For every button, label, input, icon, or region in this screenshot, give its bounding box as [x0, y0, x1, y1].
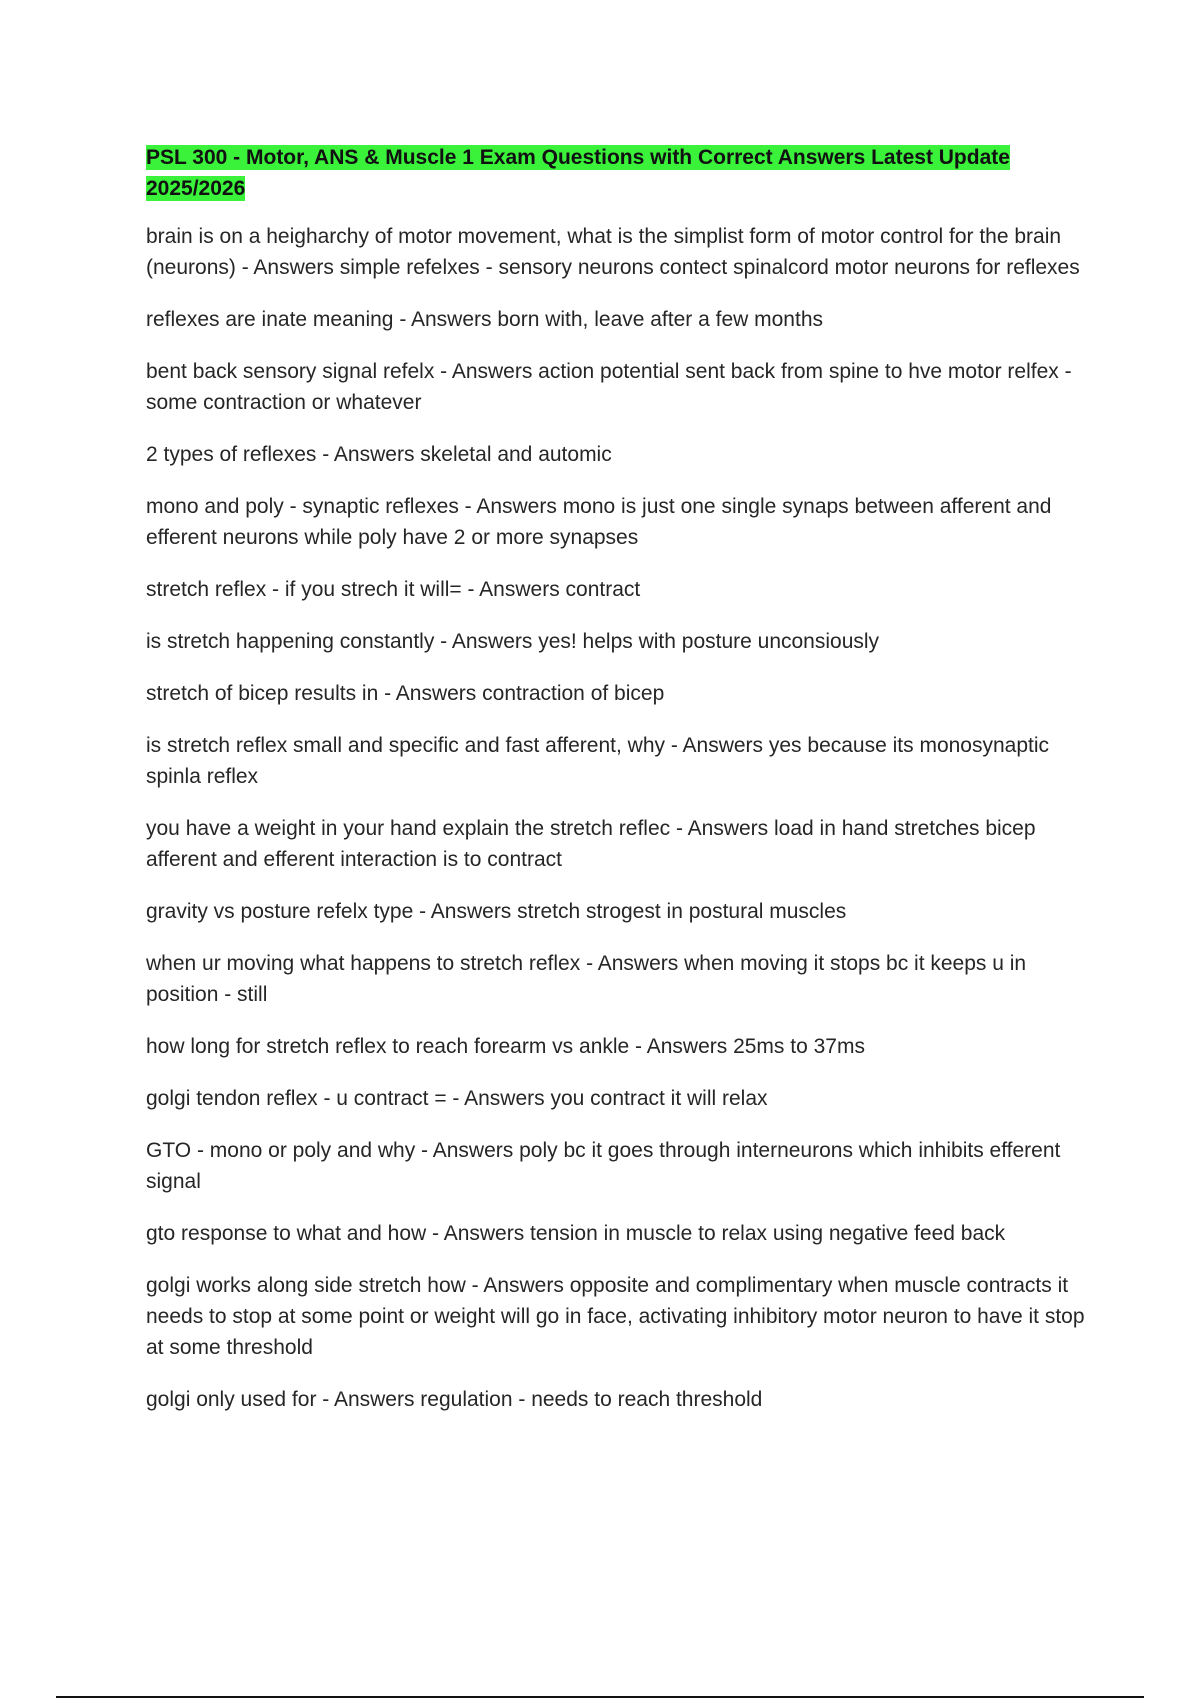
qa-entry: is stretch happening constantly - Answers yes! helps with posture unconsiously: [146, 630, 880, 653]
qa-entry: bent back sensory signal refelx - Answers action potential sent back from spine to hve motor relfex - some contraction or whatever: [146, 360, 1072, 414]
document-title: [146, 142, 1086, 204]
qa-entry: mono and poly - synaptic reflexes - Answers mono is just one single synaps between afferent and efferent neurons while poly have 2 or more synapses: [146, 495, 1052, 549]
qa-entry: how long for stretch reflex to reach forearm vs ankle - Answers 25ms to 37ms: [146, 1035, 865, 1058]
qa-entry: golgi only used for - Answers regulation - needs to reach threshold: [146, 1388, 763, 1411]
qa-entry: gto response to what and how - Answers tension in muscle to relax using negative feed back: [146, 1222, 1006, 1245]
qa-entry: is stretch reflex small and specific and fast afferent, why - Answers yes because its monosynaptic spinla reflex: [146, 734, 1050, 788]
qa-entry: 2 types of reflexes - Answers skeletal and automic: [146, 443, 612, 466]
qa-entry: when ur moving what happens to stretch reflex - Answers when moving it stops bc it keeps u in position - still: [146, 952, 1027, 1006]
qa-entry: GTO - mono or poly and why - Answers poly bc it goes through interneurons which inhibits efferent signal: [146, 1139, 1061, 1193]
qa-entry: reflexes are inate meaning - Answers born with, leave after a few months: [146, 308, 824, 331]
title-highlight: PSL 300 - Motor, ANS & Muscle 1 Exam Questions with Correct Answers Latest Update 2025/2026: [146, 146, 1010, 200]
qa-entry: you have a weight in your hand explain the stretch reflec - Answers load in hand stretches bicep afferent and efferent interaction is to contract: [146, 817, 1036, 871]
qa-entry: brain is on a heigharchy of motor movement, what is the simplist form of motor control for the brain (neurons) - Answers simple refelxes - sensory neurons contect spinalcord motor neurons for reflexes: [146, 225, 1080, 279]
qa-entry: golgi works along side stretch how - Answers opposite and complimentary when muscle contracts it needs to stop at some point or weight will go in face, activating inhibitory motor neuron to have it stop at some threshold: [146, 1274, 1085, 1359]
qa-entry: gravity vs posture refelx type - Answers stretch strogest in postural muscles: [146, 900, 847, 923]
document-body: [146, 142, 1086, 1436]
page-bottom-rule: [56, 1696, 1144, 1698]
qa-entry: stretch of bicep results in - Answers contraction of bicep: [146, 682, 665, 705]
qa-entry: golgi tendon reflex - u contract = - Answers you contract it will relax: [146, 1087, 768, 1110]
qa-entry: stretch reflex - if you strech it will= - Answers contract: [146, 578, 641, 601]
